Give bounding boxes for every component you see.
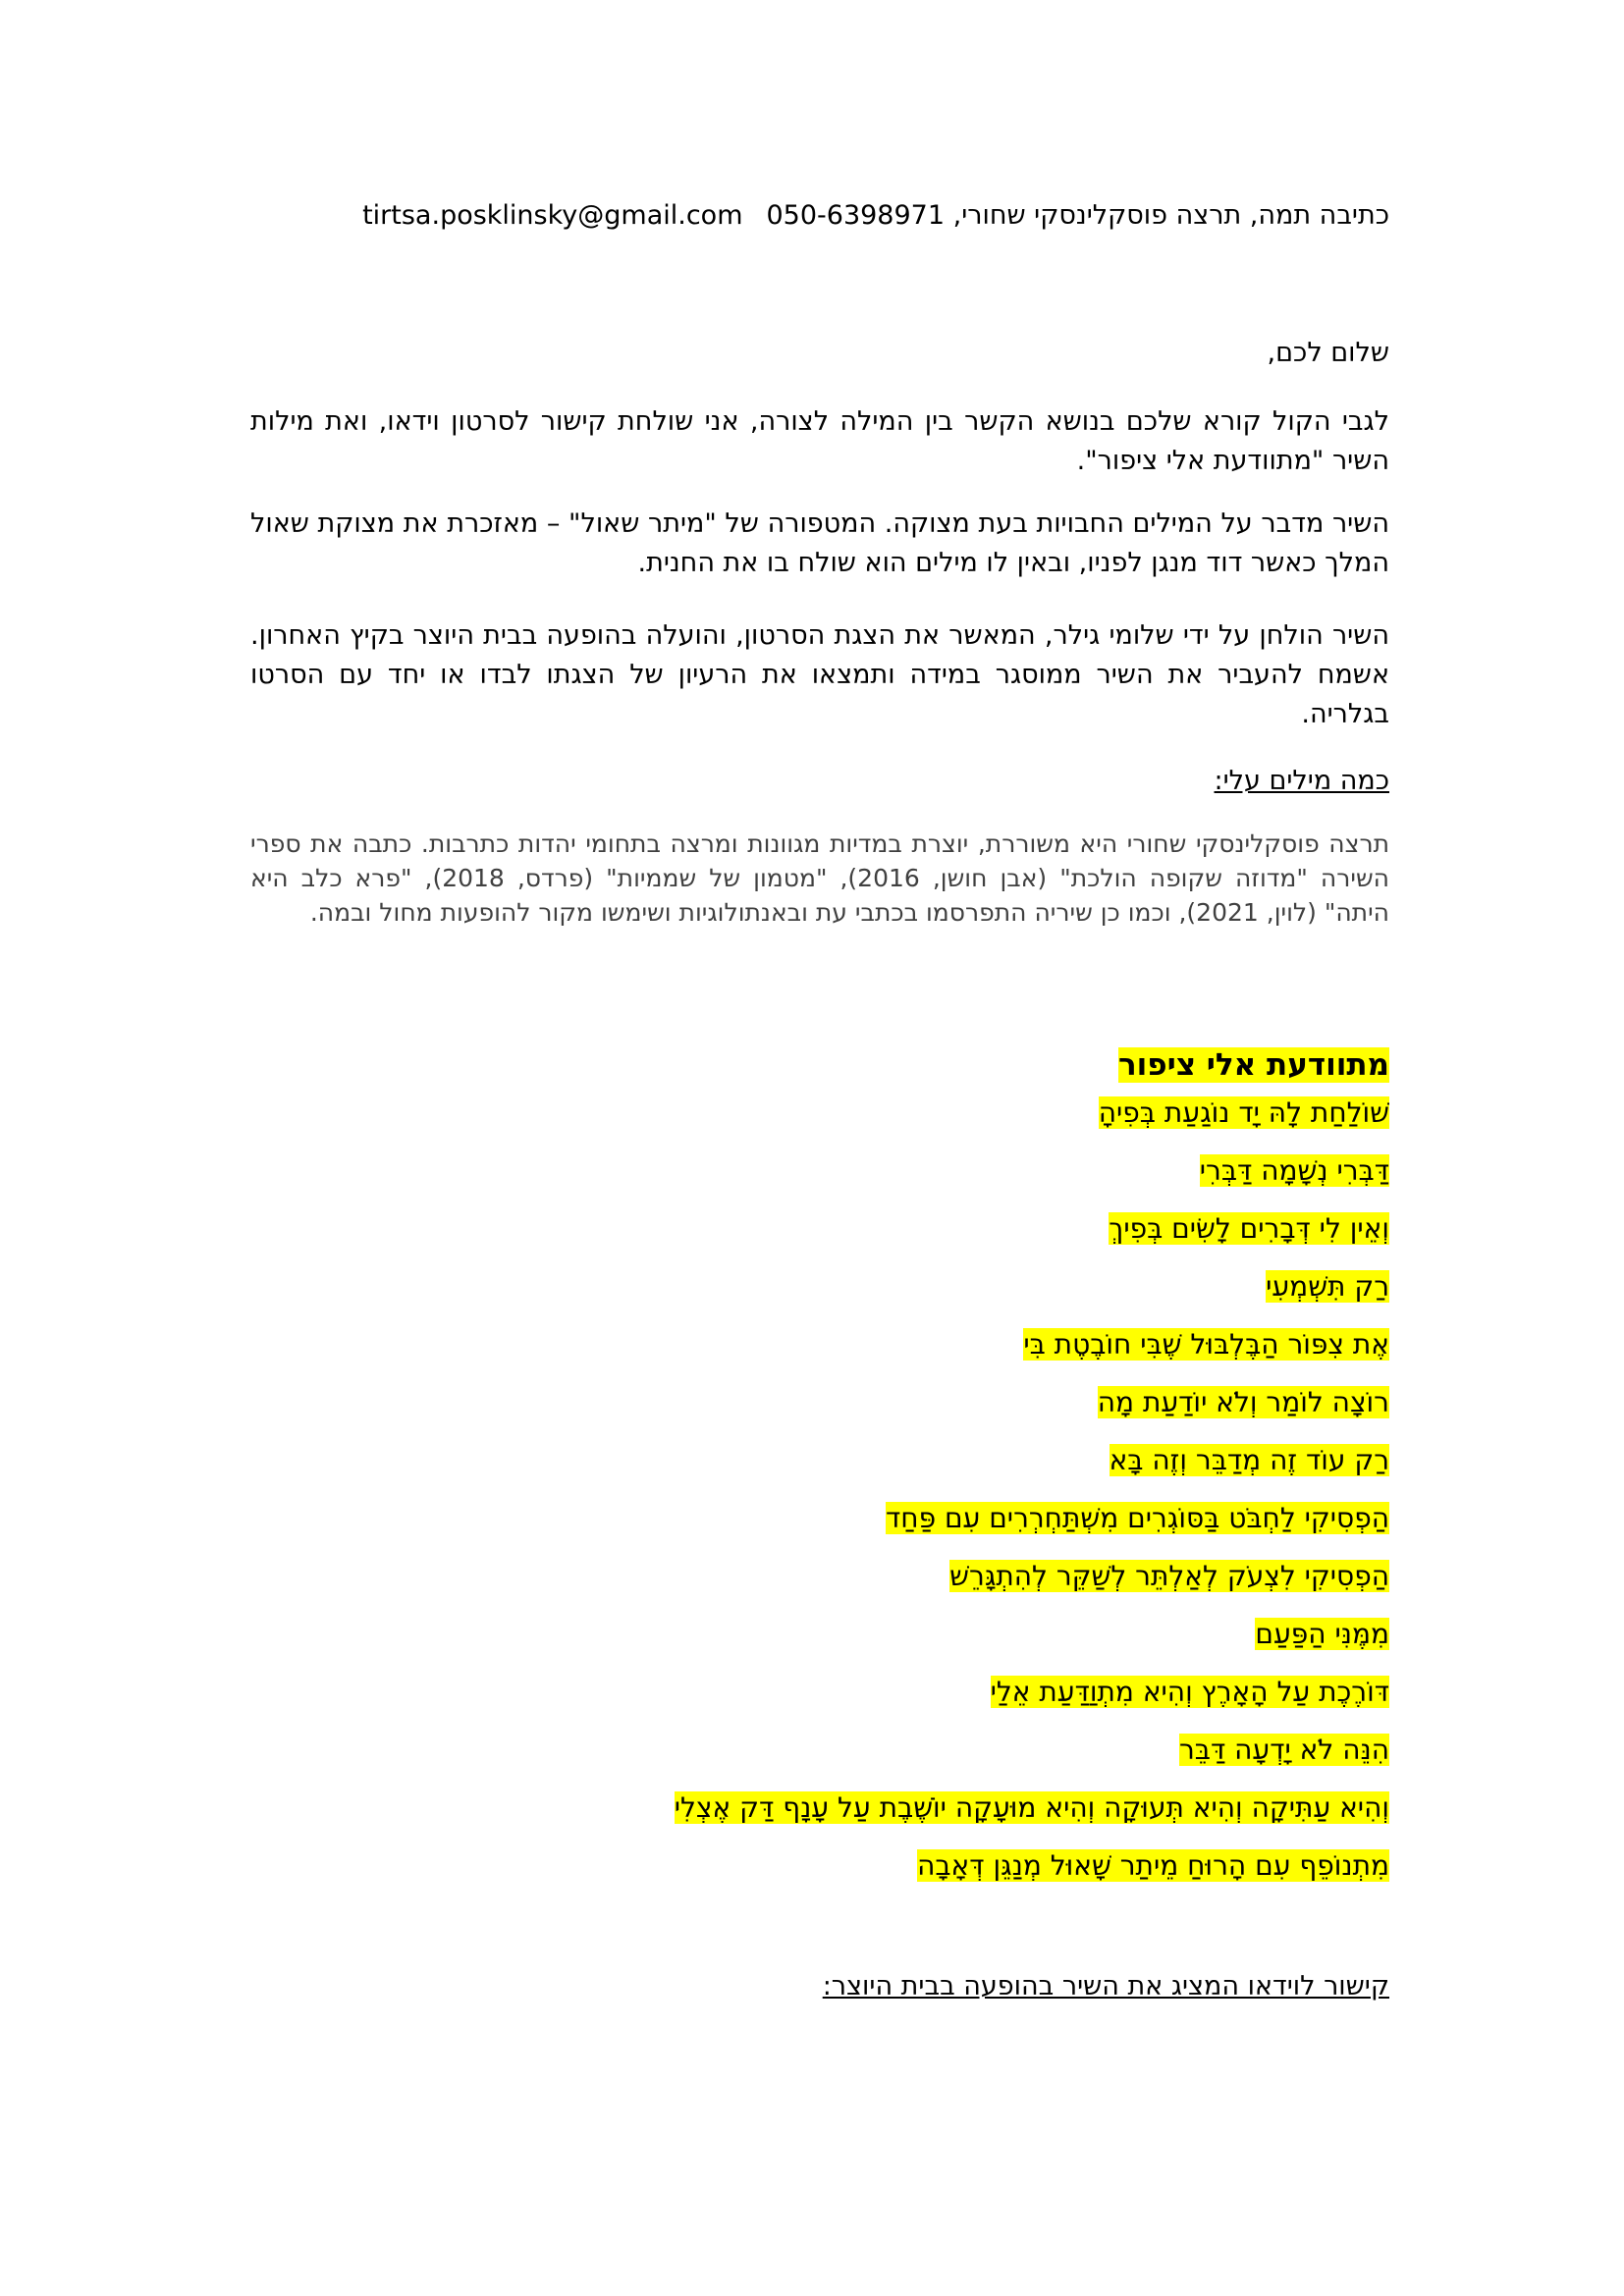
poem-line <box>250 1267 1389 1325</box>
greeting: שלום לכם, <box>1267 338 1389 368</box>
author-bio: תרצה פוסקלינסקי שחורי היא משוררת, יוצרת במדיות מגוונות ומרצה בתחומי יהדות כתרבות. כתבה את ספרי השירה "מדוזה שקופה הולכת" (אבן חושן, 2016), "מטמון של שממיות" (פרדס, 2018), "פרא כלב היא היתה" (לוין, 2021), וכמו כן שיריה התפרסמו בכתבי עת ובאנתולוגיות ושימשו מקור להופעות מחול ובמה. <box>250 829 1389 927</box>
poem-line-text: מִמֶּנִּי הַפַּעַם <box>1255 1618 1389 1650</box>
email-address: tirtsa.posklinsky@gmail.com <box>362 200 743 231</box>
poem-title <box>1118 1043 1389 1087</box>
poem-line-text: רַק תִּשְׁמְעִי <box>1266 1270 1389 1303</box>
poem-line <box>250 1383 1389 1441</box>
poem-line-text: רַק עוֹד זֶה מְדַבֵּר וְזֶה בָּא <box>1109 1444 1389 1476</box>
poem-line <box>250 1094 1389 1151</box>
poem-title-text: מתוודעת אלי ציפור <box>1117 1047 1389 1083</box>
poem-line-text: אֶת צִפּוֹר הַבֶּלְבּוּל שֶׁבִּי חוֹבֶטֶת בִּי <box>1023 1328 1389 1361</box>
poem-line-text: רוֹצָה לוֹמַר וְלֹא יוֹדַעַת מָה <box>1097 1386 1389 1418</box>
poem-line <box>250 1499 1389 1557</box>
poem-line <box>250 1557 1389 1615</box>
poem-line-text: הִנֵּה לֹא יָדְעָה דַּבֵּר <box>1178 1734 1389 1766</box>
poem-line <box>250 1615 1389 1673</box>
about-heading: כמה מילים עלי: <box>1214 766 1389 796</box>
poem-line <box>250 1151 1389 1209</box>
paragraph-2: השיר מדבר על המילים החבויות בעת מצוקה. המטפורה של "מיתר שאול" – מאזכרת את מצוקת שאול המלך כאשר דוד מנגן לפניו, ובאין לו מילים הוא שולח בו את החנית. <box>250 508 1389 578</box>
header-line <box>250 196 1389 236</box>
poem-line <box>250 1789 1389 1846</box>
author-contact: כתיבה תמה, תרצה פוסקלינסקי שחורי, 050-6398971 <box>766 200 1389 231</box>
poem-line <box>250 1846 1389 1904</box>
poem-lines <box>250 1094 1389 1904</box>
poem-line-text: הַפְסִיקִי לִצְעֹק לְאַלְתֵּר לְשַׁקֵּר לְהִתְגָּרֵשׁ <box>949 1560 1389 1592</box>
poem-line-text: וְהִיא עַתִּיקָה וְהִיא תְּעוּקָה וְהִיא מוּעָקָה יוֹשֶׁבֶת עַל עָנָף דַּק אֶצְלִי <box>674 1791 1389 1824</box>
poem-line <box>250 1441 1389 1499</box>
poem-line-text: מִתְנוֹפֵף עִם הָרוּחַ מֵיתַר שָׁאוּל מְנַגֵּן דְּאָבָה <box>917 1849 1389 1882</box>
poem-line <box>250 1209 1389 1267</box>
poem-line <box>250 1731 1389 1789</box>
video-link-label[interactable]: קישור לוידאו המציג את השיר בהופעה בבית היוצר: <box>822 1971 1389 2002</box>
paragraph-3: השיר הולחן על ידי שלומי גילר, המאשר את הצגת הסרטון, והועלה בהופעה בבית היוצר בקיץ האחרון. אשמח להעביר את השיר ממוסגר במידה ותמצאו את הרעיון של הצגתו לבדו או יחד עם הסרטו בגלריה. <box>250 620 1389 729</box>
poem-line-text: הַפְסִיקִי לַחְבֹּט בַּסּוֹגְרִים מִשְׁתַּחְרְרִים עִם פַּחַד <box>885 1502 1389 1534</box>
poem-line <box>250 1325 1389 1383</box>
poem-line <box>250 1673 1389 1731</box>
poem-line-text: שׁוֹלַחַת לָהּ יָד נוֹגַעַת בְּפִיהָ <box>1098 1096 1389 1129</box>
poem-line-text: דּוֹרֶכֶת עַל הָאָרֶץ וְהִיא מִתְוַדַּעַת אֵלַי <box>990 1676 1389 1708</box>
paragraph-1: לגבי הקול קורא שלכם בנושא הקשר בין המילה לצורה, אני שולחת קישור לסרטון וידאו, ואת מילות השיר "מתוודעת אלי ציפור". <box>250 406 1389 476</box>
poem-line-text: דַּבְּרִי נְשָׁמָה דַּבְּרִי <box>1199 1154 1389 1187</box>
poem-line-text: וְאֵין לִי דְּבָרִים לָשִׂים בְּפִיךְ <box>1109 1212 1389 1245</box>
